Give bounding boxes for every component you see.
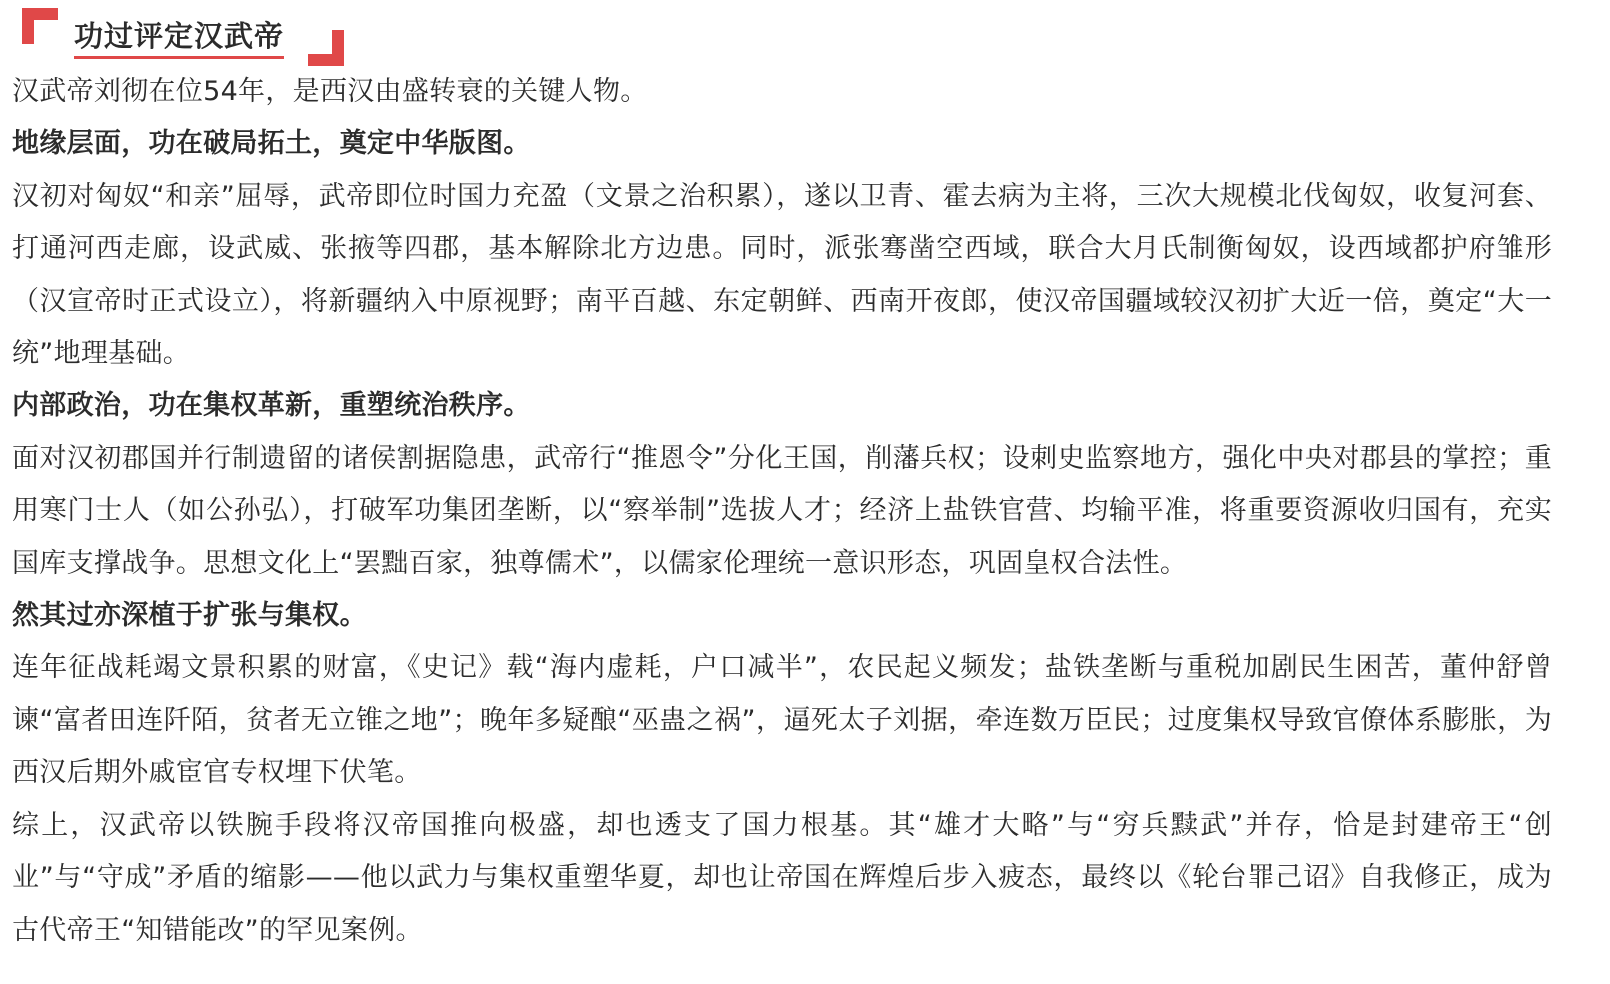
paragraph-geopolitics: 汉初对匈奴“和亲”屈辱，武帝即位时国力充盈（文景之治积累），遂以卫青、霍去病为主将，三次大规模北伐匈奴，收复河套、打通河西走廊，设武威、张掖等四郡，基本解除北方边患。同时，派张骞凿空西域，联合大月氏制衡匈奴，设西域都护府雏形（汉宣帝时正式设立），将新疆纳入中原视野；南平百越、东定朝鲜、西南开夜郎，使汉帝国疆域较汉初扩大近一倍，奠定“大一统”地理基础。: [12, 180, 1552, 370]
article-title-block: [22, 8, 344, 66]
title-corner-bottom-right: [308, 30, 344, 66]
section-heading-internal-politics: 内部政治，功在集权革新，重塑统治秩序。: [12, 390, 531, 422]
title-corner-top-left: [22, 8, 58, 44]
conclusion-paragraph: 综上，汉武帝以铁腕手段将汉帝国推向极盛，却也透支了国力根基。其“雄才大略”与“穷兵黩武”并存，恰是封建帝王“创业”与“守成”矛盾的缩影——他以武力与集权重塑华夏，却也让帝国在辉煌后步入疲态，最终以《轮台罪己诏》自我修正，成为古代帝王“知错能改”的罕见案例。: [12, 809, 1552, 946]
section-heading-faults: 然其过亦深植于扩张与集权。: [12, 600, 367, 632]
article-body: [12, 66, 1552, 957]
paragraph-internal-politics: 面对汉初郡国并行制遗留的诸侯割据隐患，武帝行“推恩令”分化王国，削藩兵权；设刺史监察地方，强化中央对郡县的掌控；重用寒门士人（如公孙弘），打破军功集团垄断，以“察举制”选拔人才；经济上盐铁官营、均输平准，将重要资源收归国有，充实国库支撑战争。思想文化上“罢黜百家，独尊儒术”，以儒家伦理统一意识形态，巩固皇权合法性。: [12, 442, 1552, 579]
section-heading-geopolitics: 地缘层面，功在破局拓土，奠定中华版图。: [12, 128, 531, 160]
article-title: 功过评定汉武帝: [74, 18, 284, 59]
intro-paragraph: 汉武帝刘彻在位54年，是西汉由盛转衰的关键人物。: [12, 76, 648, 107]
paragraph-faults: 连年征战耗竭文景积累的财富，《史记》载“海内虚耗，户口减半”，农民起义频发；盐铁垄断与重税加剧民生困苦，董仲舒曾谏“富者田连阡陌，贫者无立锥之地”；晚年多疑酿“巫蛊之祸”，逼死太子刘据，牵连数万臣民；过度集权导致官僚体系膨胀，为西汉后期外戚宦官专权埋下伏笔。: [12, 652, 1552, 789]
